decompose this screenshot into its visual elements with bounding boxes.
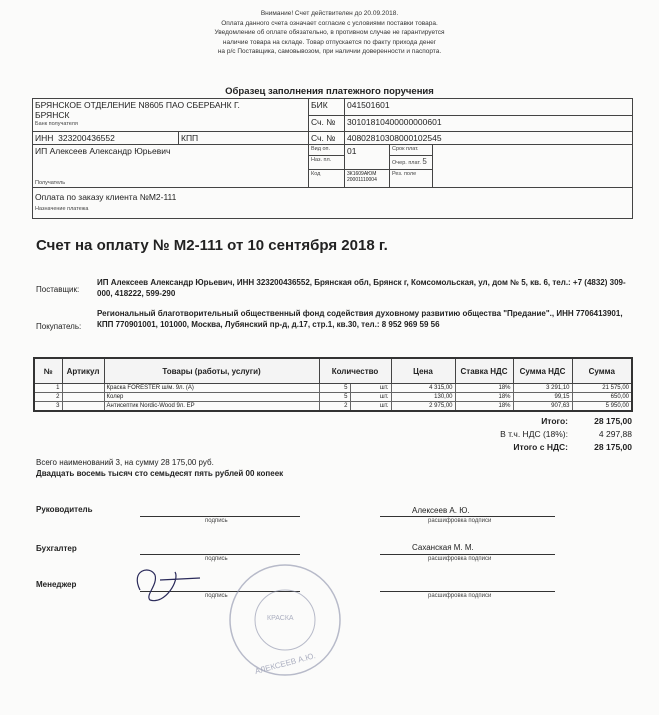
naz-label: Наз. пл. [309, 155, 345, 169]
svg-text:КРАСКА: КРАСКА [267, 615, 294, 622]
item-name: Антисептик Nordic-Wood 9л. EP [104, 402, 319, 412]
payment-purpose-label: Назначение платежа [35, 206, 89, 212]
payment-purpose: Оплата по заказу клиента №М2-111 [35, 192, 177, 202]
sign-caption: подпись [205, 556, 228, 562]
recipient-label: Получатель [35, 180, 66, 186]
item-article [62, 402, 104, 412]
col-header-vat-rate: Ставка НДС [455, 358, 513, 384]
item-number: 2 [34, 393, 62, 402]
payment-sample-title: Образец заполнения платежного поручения [225, 86, 434, 97]
srok-label: Срок плат. [390, 145, 433, 156]
ocher-cell [390, 155, 433, 169]
items-table [33, 357, 633, 412]
company-stamp [225, 560, 345, 680]
item-vat-sum: 99,15 [513, 393, 572, 402]
item-price: 2 975,00 [391, 402, 455, 412]
bank-name: БРЯНСКОЕ ОТДЕЛЕНИЕ N8605 ПАО СБЕРБАНК Г. БРЯНСК [35, 100, 240, 120]
item-unit: шт. [350, 384, 391, 393]
table-row [34, 402, 632, 412]
item-vat-rate: 18% [455, 393, 513, 402]
item-number: 3 [34, 402, 62, 412]
item-price: 4 315,00 [391, 384, 455, 393]
col-header-goods: Товары (работы, услуги) [104, 358, 319, 384]
item-unit: шт. [350, 393, 391, 402]
notice-line: Оплата данного счета означает согласие с условиями поставки товара. [221, 19, 438, 27]
accountant-name-line [380, 554, 555, 555]
item-vat-sum: 907,63 [513, 402, 572, 412]
corr-account-label: Сч. № [309, 115, 345, 132]
item-sum: 650,00 [572, 393, 632, 402]
item-name: Краска FORESTER ш/м. 9л. (А) [104, 384, 319, 393]
rez-label: Рез. поле [390, 170, 433, 188]
validity-notice [0, 9, 659, 57]
item-vat-sum: 3 291,10 [513, 384, 572, 393]
accountant-label: Бухгалтер [36, 544, 77, 553]
item-number: 1 [34, 384, 62, 393]
col-header-article: Артикул [62, 358, 104, 384]
manager-name-line [380, 591, 555, 592]
vat-total-label: В т.ч. НДС (18%): [500, 429, 568, 439]
corr-account-value: 30101810400000000601 [345, 115, 633, 132]
handwritten-signature [120, 560, 210, 610]
item-vat-rate: 18% [455, 402, 513, 412]
name-caption: расшифровка подписи [428, 593, 492, 599]
item-article [62, 393, 104, 402]
bik-label: БИК [309, 99, 345, 116]
recipient-name: ИП Алексеев Александр Юрьевич [35, 146, 171, 156]
account-label: Сч. № [309, 132, 345, 145]
buyer-label: Покупатель: [36, 322, 82, 331]
item-vat-rate: 18% [455, 384, 513, 393]
item-quantity: 5 [319, 393, 350, 402]
inn-label: ИНН [35, 133, 54, 143]
ocher-value: 5 [422, 156, 427, 166]
director-name: Алексеев А. Ю. [412, 506, 470, 515]
payment-details-table [32, 98, 633, 219]
bik-value: 041501601 [345, 99, 633, 116]
total-label: Итого: [541, 416, 568, 426]
item-sum: 21 575,00 [572, 384, 632, 393]
total-value: 28 175,00 [594, 416, 632, 426]
table-row [34, 393, 632, 402]
buyer-details: Региональный благотворительный общественный фонд содействия духовному развитию общества "Предание"., ИНН 7706413901, КПП 770901001, 101000, Москва, Лубянский пр-д, д.17, стр.1, кв.30, тел.: 8 952 969 59 56 [97, 309, 623, 329]
vid-op-label: Вид оп. [309, 145, 345, 156]
accountant-name: Саханская М. М. [412, 543, 474, 552]
sign-caption: подпись [205, 593, 228, 599]
name-caption: расшифровка подписи [428, 518, 492, 524]
ocher-label: Очер. плат. [392, 159, 421, 166]
col-header-price: Цена [391, 358, 455, 384]
table-row [34, 384, 632, 393]
amount-in-words: Двадцать восемь тысяч сто семьдесят пять рублей 00 копеек [36, 469, 284, 478]
svg-text:АЛЕКСЕЕВ А.Ю.: АЛЕКСЕЕВ А.Ю. [253, 651, 317, 677]
item-price: 130,00 [391, 393, 455, 402]
bank-label: Банк получателя [35, 121, 78, 127]
total-with-vat-label: Итого с НДС: [513, 442, 568, 452]
total-with-vat-value: 28 175,00 [594, 442, 632, 452]
col-header-quantity: Количество [319, 358, 391, 384]
col-header-number: № [34, 358, 62, 384]
director-label: Руководитель [36, 505, 93, 514]
director-name-line [380, 516, 555, 517]
item-quantity: 2 [319, 402, 350, 412]
inn-value: 323200436552 [58, 133, 115, 143]
item-name: Колер [104, 393, 319, 402]
notice-line: Уведомление об оплате обязательно, в противном случае не гарантируется [214, 29, 445, 36]
col-header-vat-sum: Сумма НДС [513, 358, 572, 384]
account-value: 40802810308000102545 [345, 132, 633, 145]
kod-label: Код [309, 170, 345, 188]
name-caption: расшифровка подписи [428, 556, 492, 562]
item-article [62, 384, 104, 393]
item-sum: 5 950,00 [572, 402, 632, 412]
manager-label: Менеджер [36, 580, 77, 589]
item-quantity: 5 [319, 384, 350, 393]
sign-caption: подпись [205, 518, 228, 524]
kod-value: 3К1609АЮМ 20001110004 [345, 170, 390, 188]
col-header-sum: Сумма [572, 358, 632, 384]
items-summary: Всего наименований 3, на сумму 28 175,00 руб. [36, 458, 214, 467]
vat-total-value: 4 297,88 [598, 429, 632, 439]
supplier-details: ИП Алексеев Александр Юрьевич, ИНН 323200436552, Брянская обл, Брянск г, Комсомольская, ул, дом № 5, кв. 6, тел.: +7 (4832) 309-000, 418222, 599-290 [97, 278, 626, 298]
notice-line: Внимание! Счет действителен до 20.09.2018. [260, 10, 399, 17]
notice-line: наличие товара на складе. Товар отпускается по факту прихода денег [222, 38, 437, 46]
accountant-sign-line [140, 554, 300, 555]
invoice-title: Счет на оплату № М2-111 от 10 сентября 2018 г. [36, 237, 388, 254]
kpp-label: КПП [179, 132, 309, 145]
director-sign-line [140, 516, 300, 517]
vid-op-value: 01 [345, 145, 390, 170]
item-unit: шт. [350, 402, 391, 412]
items-header-row [34, 358, 632, 384]
notice-line: на р/с Поставщика, самовывозом, при наличии доверенности и паспорта. [217, 48, 442, 55]
supplier-label: Поставщик: [36, 285, 80, 294]
